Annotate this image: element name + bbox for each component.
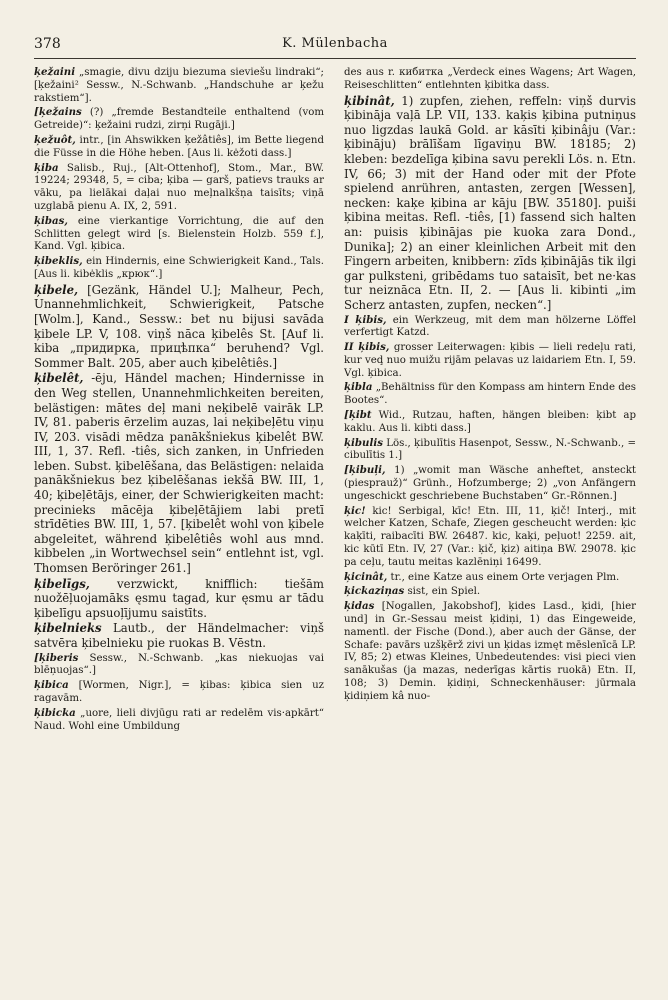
entry-text: Salisb., Ruj., [Alt-Ottenhof], Stom., Mar., BW. 19224; 29348, 5, = ciba; ķiba — garš, patievs trauks ar vāku, pa lielākai daļai nuo meļnalkšņa taisīts; viņā uzglabā pienu A. IX, 2, 591.	[34, 162, 324, 212]
entry-headword: ķežuôt,	[34, 133, 76, 146]
entry-headword: [ķibt	[344, 409, 372, 422]
entry-text: Lös., ķibulītis Hasenpot, Sessw., N.-Schwanb., = cibulītis 1.]	[344, 437, 636, 462]
entry-headword: ķibicka	[34, 706, 76, 719]
dictionary-entry	[34, 707, 324, 734]
entry-text: [Nogallen, Jakobshof], ķides Lasd., ķidi, [hier und] in Gr.-Sessau meist ķidiņi, 1) das Eingeweide, namentl. der Fische (Dond.), aber auch der Gänse, der Schafe: pavārs uzšķērž zivi un ķidas izmęt mēslenīcā LP. IV, 85; 2) etwas Kleines, Unbedeutendes: visi pieci vien sanākušas (ja mazas, nederīgas kārtis ruokā) Etn. II, 108; 3) Demin. ķidiņi, Schneckenhäuser: jūrmala ķidiņiem kâ nuo-	[344, 601, 636, 702]
dictionary-entry	[344, 600, 636, 703]
dictionary-entry	[344, 505, 636, 570]
entry-text: [Gezänk, Händel U.]; Malheur, Pech, Unannehmlichkeit, Schwierigkeit, Patsche [Wolm.], Kand., Sessw.: bet nu bijusi savāda ķibele LP. V, 108. viņš nāca ķibelês St. [Auf li. kiba „придирка, прицѣпка“ beruhend? Vgl. Sommer Balt. 205, aber auch ķibelêtiês.]	[34, 282, 324, 370]
dictionary-entry	[34, 679, 324, 706]
entry-headword: ķidas	[344, 600, 375, 613]
entry-text: sist, ein Spiel.	[404, 586, 481, 598]
entry-text: verzwickt, knifflich: tiešām nuožēļuojamāks ęsmu tagad, kur ęsmu ar tādu ķibelīgu apsuoļījumu saistīts.	[34, 576, 324, 620]
entry-text: „uore, lieli divjūgu rati ar redelēm vis·apkārt“ Naud. Wohl eine Umbildung	[34, 707, 324, 732]
dictionary-entry	[344, 341, 636, 380]
entry-headword: ķicinât,	[344, 570, 388, 583]
entry-headword: ķickaziņas	[344, 585, 405, 598]
entry-text: eine vierkantige Vorrichtung, die auf den Schlitten gelegt wird [s. Bielenstein Holzb. 559 f.], Kand. Vgl. ķibica.	[34, 215, 324, 253]
entry-text: tr., eine Katze aus einem Orte verjagen Plm.	[387, 571, 620, 583]
dictionary-entry	[344, 94, 636, 313]
entry-headword: [ķiberis	[34, 651, 79, 664]
entry-headword: ķibinât,	[344, 93, 395, 108]
dictionary-entry	[34, 283, 324, 371]
page-header	[34, 34, 636, 59]
left-column	[34, 66, 324, 982]
dictionary-entry	[34, 255, 324, 282]
entry-text: Sessw., N.-Schwanb. „kas niekuojas vai blēņuojas“.]	[34, 652, 324, 677]
entry-text: intr., [in Ahswikken ķežâtiês], im Bette liegend die Füsse in die Höhe heben. [Aus li. kėžoti dass.]	[34, 134, 324, 159]
entry-text: -ēju, Händel machen; Hindernisse in den Weg stellen, Unannehmlichkeiten bereiten, belästigen: mātes deļ mani neķibelē vairāk LP. IV, 81. paberis ērzelim auzas, lai neķibeļētu viņu IV, 203. visādi mēdza panākšniekus ķibelêt BW. III, 1, 37. Refl. -tiês, sich zanken, in Unfrieden leben. Subst. ķibelēšana, das Belästigen: nelaida panākšniekus bez ķibelēšanas iekšā BW. III, 1, 40; ķibeļētājs, einer, der Schwierigkeiten macht: precinieks mācēja ķibeļētājiem labi pretī strīdēties BW. III, 1, 57. [ķibelêt wohl von ķibele abgeleitet, während ķibelêtiês wohl aus mnd. kibbelen „in Wortwechsel sein“ entlehnt ist, vgl. Thomsen Beröringer 261.]	[34, 371, 324, 576]
dictionary-entry	[34, 652, 324, 679]
entry-text: „smagie, divu dziju biezuma sieviešu lindraki“; [ķežaini² Sessw., N.-Schwanb. „Handschuhe ar ķežu rakstiem“].	[34, 67, 324, 104]
entry-text: (?) „fremde Bestandteile enthaltend (vom Getreide)“: ķežaini rudzi, zirņi Rugāji.]	[34, 107, 324, 132]
entry-headword: ķic!	[344, 504, 366, 517]
dictionary-entry	[344, 585, 636, 599]
dictionary-entry	[34, 215, 324, 254]
entry-headword: ķibelêt,	[34, 371, 84, 386]
entry-text: des aus r. кибитка „Verdeck eines Wagens; Art Wagen, Reiseschlitten“ entlehnten ķibitka dass.	[344, 67, 636, 91]
entry-headword: ķibica	[34, 679, 69, 692]
entry-headword: II ķibis,	[344, 341, 390, 354]
entry-headword: [ķibuļi,	[344, 464, 386, 477]
entry-text: 1) zupfen, ziehen, reffeln: viņš durvis ķibināja vaļā LP. VII, 133. kaķis ķibina putniņus nuo ligzdas laukā Gold. ar kāsīti ķibinâju (Var.: ķibināju) brālīšam līgaviņu BW. 18185; 2) kleben: bezdelīga ķibina savu perekli Lös. n. Etn. IV, 66; 3) mit der Hand oder mit der Pfote spielend anrühren, antasten, zergen [Wessen], necken: kaķe ķibina ar kāju [BW. 35180]. puiši ķibina meitas. Refl. -tiês, [1) fassend sich halten an: puisis ķibinājas pie kuoka zara Dond., Dunika]; 2) an einer kleinlichen Arbeit mit den Fingern arbeiten, knibbern: zīds ķibinājās tik ilgi gar pulksteni, gribēdams tuo sataisīt, bet ne·kas tur neiznāca Etn. II, 2. — [Aus li. kibinti „im Scherz antasten, zupfen, necken“.]	[344, 93, 636, 312]
entry-headword: ķibelīgs,	[34, 576, 90, 591]
entry-text: „Behältniss für den Kompass am hintern Ende des Bootes“.	[344, 382, 636, 407]
running-title: K. Mülenbacha	[282, 36, 388, 51]
dictionary-entry	[344, 314, 636, 341]
dictionary-entry	[34, 134, 324, 161]
entry-headword: ķibelnieks	[34, 621, 102, 636]
dictionary-entry	[34, 162, 324, 214]
dictionary-entry	[34, 577, 324, 621]
dictionary-entry	[344, 571, 636, 585]
entry-headword: I ķibis,	[344, 313, 387, 326]
entry-text: ein Hindernis, eine Schwierigkeit Kand., Tals. [Aus li. kibėklis „крюк“.]	[34, 256, 324, 280]
entry-text: kic! Serbigal, kīc! Etn. III, 11, ķič! Interj., mit welcher Katzen, Schafe, Ziegen gescheucht werden: ķic kaķīti, raibacīti BW. 26487. kic, kaķi, peļuot! 2259. ait, kic kūtī Etn. IV, 27 (Var.: ķič, ķiz) aitiņa BW. 29078. ķic pa ceļu, tautu meitas kazlēniņi 16499.	[344, 505, 636, 568]
right-column	[344, 66, 636, 982]
page-number: 378	[34, 36, 61, 52]
entry-headword: ķibeklis,	[34, 255, 83, 268]
dictionary-entry	[344, 381, 636, 408]
dictionary-entry	[344, 409, 636, 436]
entry-headword: ķibulis	[344, 436, 383, 449]
entry-headword: ķibla	[344, 381, 373, 394]
dictionary-entry	[34, 371, 324, 575]
dictionary-entry	[344, 464, 636, 503]
entry-text: grosser Leiterwagen: ķibis — lieli redeļu rati, kur veḑ nuo muižu rijām pelavas uz laidariem Etn. I, 59. Vgl. ķibica.	[344, 342, 636, 379]
entry-headword: ķiba	[34, 161, 59, 174]
entry-headword: [ķežains	[34, 106, 82, 119]
entry-headword: ķibele,	[34, 282, 79, 297]
entry-text: [Wormen, Nigr.], = ķibas: ķibica sien uz ragavām.	[34, 680, 324, 704]
entry-text: Wid., Rutzau, haften, hängen bleiben: ķibt ap kaklu. Aus li. kibti dass.]	[344, 410, 636, 434]
entry-text: Lautb., der Händelmacher: viņš satvēra ķibelnieku pie ruokas B. Vēstn.	[34, 621, 324, 650]
dictionary-entry	[34, 621, 324, 650]
entry-text: 1) „womit man Wäsche anheftet, ansteckt (piesprauž)“ Grünh., Hofzumberge; 2) „von Anfängern ungeschickt geschriebene Buchstaben“ Gr.-Rönnen.]	[344, 465, 636, 502]
dictionary-entry	[34, 106, 324, 133]
dictionary-entry	[344, 437, 636, 464]
dictionary-entry	[344, 66, 636, 93]
entry-headword: ķežaini	[34, 66, 76, 78]
dictionary-entry	[34, 66, 324, 105]
entry-text: ein Werkzeug, mit dem man hölzerne Löffel verfertigt Katzd.	[344, 314, 636, 339]
entry-headword: ķibas,	[34, 214, 68, 227]
